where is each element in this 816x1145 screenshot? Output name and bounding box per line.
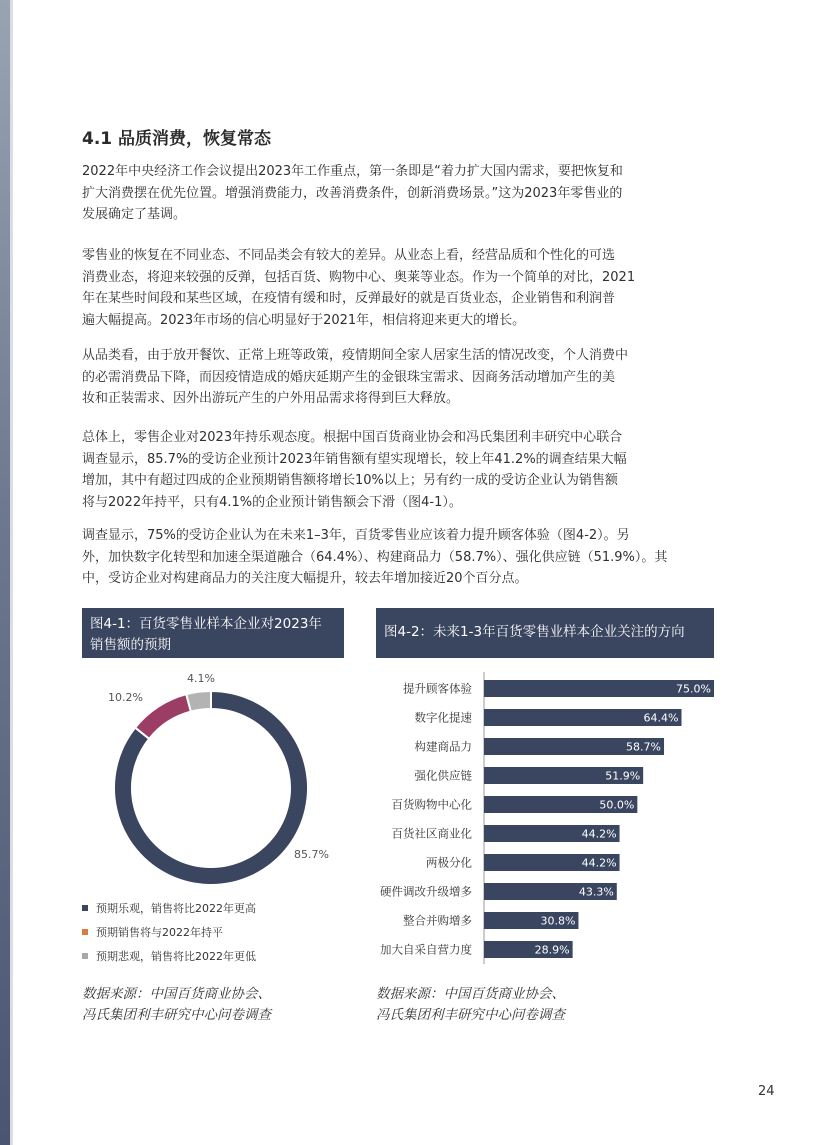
paragraph-1 [82,161,687,226]
figure1-title-line: 销售额的预期 [90,637,171,653]
bar-category-label: 百货社区商业化 [391,826,472,841]
bar-category-label: 提升顾客体验 [403,681,472,696]
source-line: 冯氏集团利丰研究中心问卷调查 [82,1007,271,1023]
paragraph-line: 的必需消费品下降，而因疫情造成的婚庆延期产生的金银珠宝需求、因商务活动增加产生的美 [82,369,616,385]
legend-label: 预期销售将与2022年持平 [96,926,223,939]
bar-value-label: 43.3% [578,885,614,899]
paragraph-line: 扩大消费摆在优先位置。增强消费能力，改善消费条件，创新消费场景。”这为2023年零售业的 [82,185,623,201]
figure2-title [376,608,714,658]
source-line: 数据来源：中国百货商业协会、 [376,986,565,1002]
bar-value-label: 30.8% [540,914,576,928]
paragraph-2 [82,245,687,331]
bar-category-label: 硬件调改升级增多 [380,884,472,899]
paragraph-line: 总体上，零售企业对2023年持乐观态度。根据中国百货商业协会和冯氏集团利丰研究中心联合 [82,430,623,445]
figure2-title-text: 图4-2：未来1-3年百货零售业样本企业关注的方向 [384,624,685,640]
page-edge-highlight [10,0,13,1145]
paragraph-line: 外，加快数字化转型和加速全渠道融合（64.4%）、构建商品力（58.7%）、强化供应链（51.9%）。其 [82,549,668,565]
page-number: 24 [758,1084,775,1099]
bar-value-label: 44.2% [581,827,617,841]
legend-label: 预期悲观，销售将比2022年更低 [96,950,256,963]
figure1-title-line: 图4-1：百货零售业样本企业对2023年 [90,616,322,632]
paragraph-line: 增加，其中有超过四成的企业预期销售额将增长10%以上；另有约一成的受访企业认为销售额 [82,473,618,488]
bar-category-label: 加大自采自营力度 [380,942,472,957]
legend-label: 预期乐观，销售将比2022年更高 [96,902,256,915]
page-edge-strip [0,0,10,1145]
paragraph-line: 将与2022年持平，只有4.1%的企业预计销售额会下滑（图4-1）。 [82,494,462,510]
paragraph-4 [82,427,687,513]
paragraph-line: 调查显示，85.7%的受访企业预计2023年销售额有望实现增长，较上年41.2%的调查结果大幅 [82,451,627,467]
paragraph-line: 消费业态，将迎来较强的反弹，包括百货、购物中心、奥莱等业态。作为一个简单的对比，2021 [82,269,636,285]
bar-category-label: 数字化提速 [414,710,472,725]
bar-value-label: 44.2% [581,856,617,870]
donut-slice-flat [135,694,191,739]
donut-data-label: 4.1% [187,672,215,685]
figure1-source [82,984,271,1026]
paragraph-line: 遍大幅提高。2023年市场的信心明显好于2021年，相信将迎来更大的增长。 [82,312,526,328]
source-line: 冯氏集团利丰研究中心问卷调查 [376,1007,565,1023]
bar-value-label: 50.0% [599,798,635,812]
figure2-source [376,984,565,1026]
source-line: 数据来源：中国百货商业协会、 [82,986,271,1002]
bar-category-label: 整合并购增多 [403,913,472,928]
paragraph-line: 从品类看，由于放开餐饮、正常上班等政策，疫情期间全家人居家生活的情况改变，个人消费中 [82,348,629,363]
legend-swatch [82,929,88,935]
donut-slice-pessimistic [186,691,211,712]
bar-category-label: 两极分化 [426,855,472,870]
bar-value-label: 64.4% [643,711,679,725]
paragraph-line: 妆和正装需求、因外出游玩产生的户外用品需求将得到巨大释放。 [82,391,460,406]
donut-data-label: 10.2% [108,691,143,704]
figure1-title [82,608,344,658]
bar-category-label: 百货购物中心化 [391,797,472,812]
bar-value-label: 75.0% [676,682,711,696]
legend-swatch [82,905,88,911]
paragraph-line: 2022年中央经济工作会议提出2023年工作重点，第一条即是“着力扩大国内需求，要把恢复和 [82,164,623,179]
paragraph-line: 发展确定了基调。 [82,207,187,222]
legend-swatch [82,953,88,959]
donut-data-label: 85.7% [294,848,329,861]
bar-value-label: 58.7% [626,740,662,754]
bar-category-label: 构建商品力 [414,739,472,754]
legend-item-flat [82,924,223,940]
bar-value-label: 28.9% [534,943,570,957]
legend-item-optimistic [82,900,256,916]
donut-chart [82,668,352,898]
paragraph-line: 年在某些时间段和某些区域，在疫情有缓和时，反弹最好的就是百货业态，企业销售和利润普 [82,291,616,306]
legend-item-pessimistic [82,948,256,964]
paragraph-3 [82,345,687,410]
paragraph-line: 中，受访企业对构建商品力的关注度大幅提升，较去年增加接近20个百分点。 [82,571,528,586]
paragraph-line: 调查显示，75%的受访企业认为在未来1–3年，百货零售业应该着力提升顾客体验（图4-2）。另 [82,528,630,543]
section-heading: 4.1 品质消费，恢复常态 [82,129,272,149]
bar-category-label: 强化供应链 [414,768,472,783]
paragraph-line: 零售业的恢复在不同业态、不同品类会有较大的差异。从业态上看，经营品质和个性化的可选 [82,248,616,263]
bar-value-label: 51.9% [605,769,641,783]
bar-chart [376,672,716,964]
paragraph-5 [82,525,687,590]
